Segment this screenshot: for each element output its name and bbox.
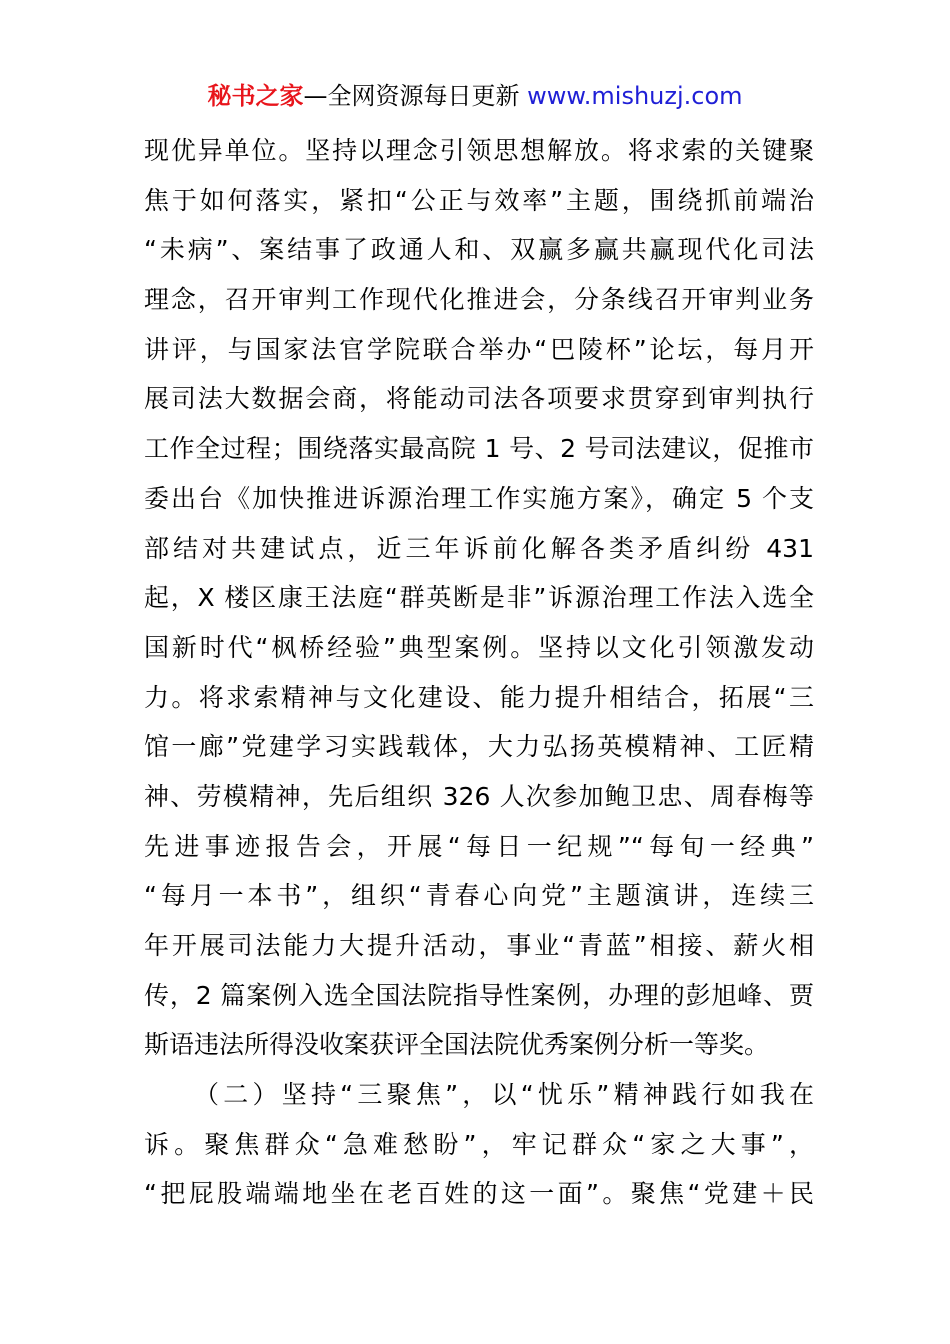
text-line: “未病”、案结事了政通人和、双赢多赢共赢现代化司法 bbox=[144, 235, 814, 265]
text-line: 起，X 楼区康王法庭“群英断是非”诉源治理工作法入选全 bbox=[144, 583, 814, 613]
text-line: 传，2 篇案例入选全国法院指导性案例，办理的彭旭峰、贾 bbox=[144, 980, 814, 1010]
text-line: 力。将求索精神与文化建设、能力提升相结合，拓展“三 bbox=[144, 682, 814, 712]
text-line: 委出台《加快推进诉源治理工作实施方案》，确定 5 个支 bbox=[144, 483, 814, 513]
text-line: 部结对共建试点，近三年诉前化解各类矛盾纠纷 431 bbox=[144, 533, 814, 563]
text-line: 诉。聚焦群众“急难愁盼”，牢记群众“家之大事”， bbox=[144, 1129, 814, 1159]
text-line: 焦于如何落实，紧扣“公正与效率”主题，围绕抓前端治 bbox=[144, 185, 814, 215]
text-line: 展司法大数据会商，将能动司法各项要求贯穿到审判执行 bbox=[144, 384, 814, 414]
site-brand: 秘书之家 bbox=[207, 82, 304, 110]
text-line: 工作全过程；围绕落实最高院 1 号、2 号司法建议，促推市 bbox=[144, 434, 814, 464]
text-line: 斯语违法所得没收案获评全国法院优秀案例分析一等奖。 bbox=[144, 1030, 770, 1060]
text-line: “每月一本书”，组织“青春心向党”主题演讲，连续三 bbox=[144, 881, 814, 911]
section-heading-line: （二）坚持“三聚焦”，以“忧乐”精神践行如我在 bbox=[194, 1080, 814, 1110]
site-header bbox=[0, 80, 950, 112]
text-line: 讲评，与国家法官学院联合举办“巴陵杯”论坛，每月开 bbox=[144, 334, 814, 364]
document-body bbox=[144, 126, 814, 1219]
text-line: 先进事迹报告会，开展“每日一纪规”“每旬一经典” bbox=[144, 831, 814, 861]
site-tagline: —全网资源每日更新 bbox=[303, 82, 528, 110]
text-line: 现优异单位。坚持以理念引领思想解放。将求索的关键聚 bbox=[144, 136, 814, 165]
text-line: 国新时代“枫桥经验”典型案例。坚持以文化引领激发动 bbox=[144, 632, 814, 662]
text-line: 理念，召开审判工作现代化推进会，分条线召开审判业务 bbox=[144, 285, 814, 315]
text-line: 神、劳模精神，先后组织 326 人次参加鲍卫忠、周春梅等 bbox=[144, 781, 814, 811]
text-line: “把屁股端端地坐在老百姓的这一面”。聚焦“党建＋民 bbox=[144, 1179, 814, 1209]
text-line: 年开展司法能力大提升活动，事业“青蓝”相接、薪火相 bbox=[144, 931, 814, 960]
site-url-link[interactable]: www.mishuzj.com bbox=[527, 82, 743, 110]
text-line: 馆一廊”党建学习实践载体，大力弘扬英模精神、工匠精 bbox=[144, 732, 814, 762]
